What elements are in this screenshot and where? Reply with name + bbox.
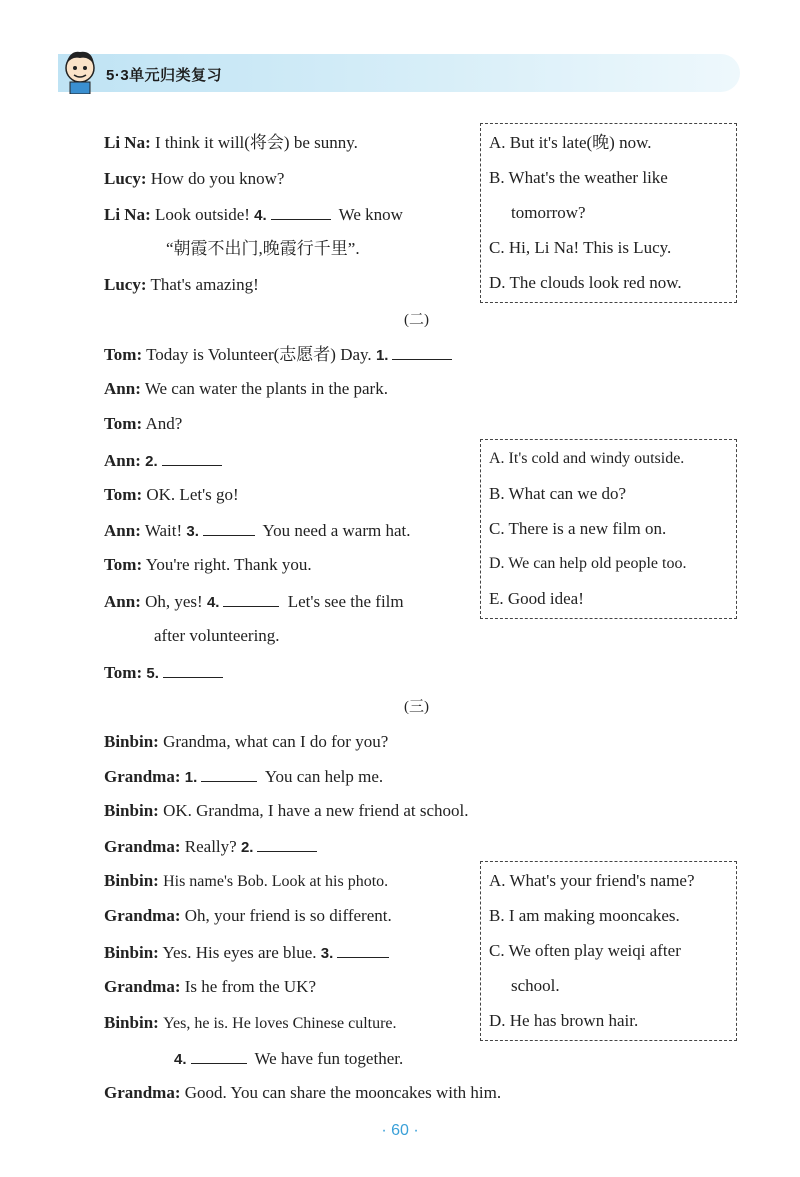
line-text: Wait! <box>144 521 183 540</box>
question-number: 5. <box>146 665 159 682</box>
dialog3-line-6: Grandma: Oh, your friend is so different. <box>104 906 392 925</box>
dialog1-line-4 <box>166 238 360 260</box>
section-label-3: (三) <box>404 699 429 715</box>
answer-blank[interactable] <box>337 941 389 958</box>
line-text: You're right. Thank you. <box>145 555 312 574</box>
dialog3-line-4: Grandma: Really? 2. <box>104 835 321 859</box>
dialog2-line-10: Tom: 5. <box>104 661 227 685</box>
line-text: That's amazing! <box>150 275 259 294</box>
speaker: Grandma <box>104 837 175 856</box>
line-text: after volunteering. <box>154 626 280 645</box>
speaker: Ann <box>104 379 136 398</box>
dialog3-line-3: Binbin: OK. Grandma, I have a new friend at school. <box>104 801 469 820</box>
speaker: Ann <box>104 451 136 470</box>
dialog2-line-4: Ann: 2. <box>104 449 226 473</box>
answer-blank[interactable] <box>257 835 317 852</box>
options-box-2 <box>480 439 737 619</box>
option-a: A. But it's late(晚) now. <box>489 133 652 152</box>
mascot-icon <box>60 48 100 94</box>
answer-blank[interactable] <box>163 661 223 678</box>
speaker: Tom <box>104 414 137 433</box>
dialog1-line-2: Lucy: How do you know? <box>104 169 285 188</box>
speaker: Binbin <box>104 943 154 962</box>
question-number: 1. <box>184 769 198 786</box>
line-text: Is he from the UK? <box>184 977 317 996</box>
dialog3-line-10 <box>174 1047 403 1071</box>
speaker: Grandma <box>104 906 175 925</box>
speaker: Ann <box>104 592 136 611</box>
dialog2-line-5: Tom: OK. Let's go! <box>104 485 239 504</box>
line-text: Oh, your friend is so different. <box>184 906 392 925</box>
line-text: Let's see the film <box>287 592 404 611</box>
speaker: Li Na <box>104 133 146 152</box>
line-text: We have fun together. <box>254 1049 404 1068</box>
speaker: Tom <box>104 345 137 364</box>
dialog1-line-3: Li Na: Look outside! 4. We know <box>104 205 403 224</box>
header-title: 5·3单元归类复习 <box>106 67 223 84</box>
speaker: Li Na <box>104 205 146 224</box>
speaker: Grandma <box>104 767 175 786</box>
line-text: Grandma, what can I do for you? <box>163 732 389 751</box>
dialog3-line-9: Binbin: Yes, he is. He loves Chinese culture. <box>104 1013 397 1032</box>
option-c: C. Hi, Li Na! This is Lucy. <box>489 238 672 257</box>
option-b-cont: tomorrow? <box>511 203 586 222</box>
options-box-1 <box>480 123 737 303</box>
line-text: Good. You can share the mooncakes with him. <box>184 1083 502 1102</box>
dialog2-line-2: Ann: We can water the plants in the park. <box>104 379 388 398</box>
speaker: Tom <box>104 485 137 504</box>
question-number: 3. <box>186 523 199 540</box>
options-box-3 <box>480 861 737 1041</box>
line-text: You can help me. <box>264 767 384 786</box>
header-band <box>58 54 740 92</box>
option-e: E. Good idea! <box>489 589 584 608</box>
line-text: And? <box>145 414 183 433</box>
option-c: C. We often play weiqi after <box>489 941 681 960</box>
option-a: A. What's your friend's name? <box>489 871 695 890</box>
option-a: A. It's cold and windy outside. <box>489 450 685 467</box>
answer-blank[interactable] <box>191 1047 247 1064</box>
dialog2-line-3: Tom: And? <box>104 414 183 433</box>
dialog3-line-7: Binbin: Yes. His eyes are blue. 3. <box>104 941 393 965</box>
option-b: B. What can we do? <box>489 484 627 503</box>
option-b: B. What's the weather like <box>489 168 668 187</box>
speaker: Binbin <box>104 871 154 890</box>
speaker: Grandma <box>104 1083 175 1102</box>
line-text: OK. Grandma, I have a new friend at school. <box>163 801 469 820</box>
answer-blank[interactable] <box>392 343 452 360</box>
question-number: 2. <box>240 839 254 856</box>
option-d: D. He has brown hair. <box>489 1011 639 1030</box>
dialog3-line-11: Grandma: Good. You can share the mooncakes with him. <box>104 1083 502 1102</box>
dialog3-line-1: Binbin: Grandma, what can I do for you? <box>104 732 389 751</box>
question-number: 4. <box>206 594 220 611</box>
question-number: 3. <box>320 945 334 962</box>
line-text: “朝霞不出门,晚霞行千里”. <box>166 239 360 258</box>
line-text: Yes. His eyes are blue. <box>162 943 317 962</box>
line-text: How do you know? <box>150 169 285 188</box>
option-c-cont: school. <box>511 976 560 995</box>
dialog1-line-1: Li Na: I think it will(将会) be sunny. <box>104 133 358 152</box>
speaker: Binbin <box>104 1013 154 1032</box>
dialog2-line-8: Ann: Oh, yes! 4. Let's see the film <box>104 592 404 611</box>
line-text: Look outside! <box>155 205 250 224</box>
line-text: I think it will(将会) be sunny. <box>155 133 358 152</box>
dialog2-line-9 <box>154 625 280 647</box>
line-text: Yes, he is. He loves Chinese culture. <box>163 1015 397 1032</box>
option-b: B. I am making mooncakes. <box>489 906 680 925</box>
question-number: 4. <box>174 1051 187 1068</box>
dialog2-line-1: Tom: Today is Volunteer(志愿者) Day. 1. <box>104 343 456 367</box>
dialog3-line-5: Binbin: His name's Bob. Look at his photo. <box>104 871 389 890</box>
answer-blank[interactable] <box>223 590 279 607</box>
line-text: Really? <box>184 837 237 856</box>
section-label-2: (二) <box>404 312 429 328</box>
line-text: We know <box>338 205 403 224</box>
dialog2-line-7: Tom: You're right. Thank you. <box>104 555 312 574</box>
speaker: Tom <box>104 555 137 574</box>
speaker: Lucy <box>104 169 141 188</box>
line-text: You need a warm hat. <box>262 521 411 540</box>
question-number: 2. <box>145 453 158 470</box>
speaker: Grandma <box>104 977 175 996</box>
line-text: Today is Volunteer(志愿者) Day. <box>146 345 372 364</box>
option-d: D. The clouds look red now. <box>489 273 682 292</box>
line-text: His name's Bob. Look at his photo. <box>163 873 389 890</box>
option-c: C. There is a new film on. <box>489 519 667 538</box>
speaker: Lucy <box>104 275 141 294</box>
option-d: D. We can help old people too. <box>489 555 687 572</box>
answer-blank[interactable] <box>162 449 222 466</box>
page-number: · 60 · <box>381 1122 419 1139</box>
dialog3-line-2: Grandma: 1. You can help me. <box>104 767 384 786</box>
speaker: Binbin <box>104 732 154 751</box>
line-text: OK. Let's go! <box>146 485 239 504</box>
dialog3-line-8: Grandma: Is he from the UK? <box>104 977 317 996</box>
line-text: We can water the plants in the park. <box>144 379 388 398</box>
page-number-value: 60 <box>391 1122 409 1139</box>
dialog2-line-6: Ann: Wait! 3. You need a warm hat. <box>104 521 411 540</box>
question-number: 1. <box>375 347 389 364</box>
speaker: Ann <box>104 521 136 540</box>
answer-blank[interactable] <box>271 203 331 220</box>
speaker: Tom <box>104 663 137 682</box>
line-text: Oh, yes! <box>145 592 203 611</box>
answer-blank[interactable] <box>203 519 255 536</box>
answer-blank[interactable] <box>201 765 257 782</box>
question-number: 4. <box>254 207 267 224</box>
speaker: Binbin <box>104 801 154 820</box>
dialog1-line-5: Lucy: That's amazing! <box>104 275 259 294</box>
